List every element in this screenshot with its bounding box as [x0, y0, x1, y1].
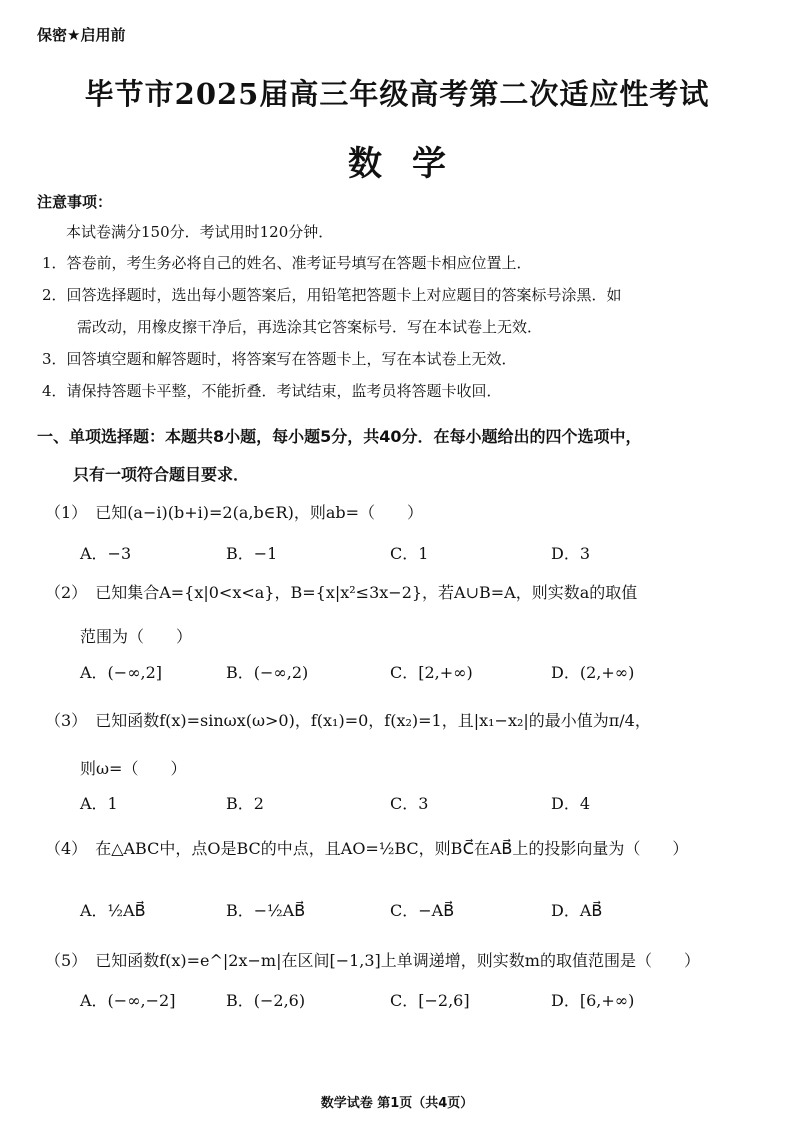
option-c: C．[−2,6]	[390, 991, 470, 1010]
exam-title: 毕节市2025届高三年级高考第二次适应性考试	[84, 77, 710, 111]
question-1	[45, 500, 423, 523]
option-b: B．(−∞,2)	[226, 663, 309, 682]
option-d: D．(2,+∞)	[551, 663, 635, 682]
section-heading-cont: 只有一项符合题目要求．	[73, 465, 250, 484]
question-text: 已知函数f(x)=e^|2x−m|在区间[−1,3]上单调递增，则实数m的取值范围是（ ）	[95, 951, 700, 970]
question-text: 已知函数f(x)=sinωx(ω>0)，f(x₁)=0，f(x₂)=1，且|x₁−x₂|的最小值为π/4，	[95, 711, 651, 730]
question-text: 已知(a−i)(b+i)=2(a,b∈R)，则ab=（ ）	[95, 503, 424, 522]
option-c: C．3	[390, 794, 429, 813]
option-c: C．1	[390, 544, 429, 563]
notes-item: 3．回答填空题和解答题时，将答案写在答题卡上，写在本试卷上无效．	[42, 350, 517, 368]
notes-intro: 本试卷满分150分．考试用时120分钟．	[66, 223, 334, 241]
option-a: A．(−∞,2]	[80, 663, 163, 682]
question-number: （3）	[45, 711, 88, 730]
subject-title: 数学	[348, 144, 476, 184]
option-a: A．(−∞,−2]	[80, 991, 176, 1010]
question-2	[45, 580, 637, 603]
question-3-cont: 则ω=（ ）	[80, 759, 187, 778]
option-b: B．−1	[226, 544, 278, 563]
notes-item: 需改动，用橡皮擦干净后，再选涂其它答案标号．写在本试卷上无效．	[77, 318, 543, 336]
notes-item: 1．答卷前，考生务必将自己的姓名、准考证号填写在答题卡相应位置上．	[42, 254, 532, 272]
option-c: C．[2,+∞)	[390, 663, 473, 682]
option-a: A．1	[80, 794, 118, 813]
question-number: （1）	[45, 503, 88, 522]
confidential-label: 保密★启用前	[37, 26, 126, 44]
option-b: B．2	[226, 794, 264, 813]
option-d: D．4	[551, 794, 591, 813]
option-a: A．−3	[80, 544, 132, 563]
question-text: 已知集合A={x|0<x<a}，B={x|x²≤3x−2}，若A∪B=A，则实数a的取值	[95, 583, 638, 602]
question-4	[45, 836, 688, 859]
option-b: B．−½AB⃗	[226, 901, 306, 920]
page-footer: 数学试卷 第1页（共4页）	[320, 1096, 474, 1111]
section-heading: 一、单项选择题：本题共8小题，每小题5分，共40分．在每小题给出的四个选项中，	[37, 427, 642, 446]
notes-item: 4．请保持答题卡平整，不能折叠．考试结束，监考员将答题卡收回．	[42, 382, 502, 400]
notes-heading: 注意事项：	[37, 193, 113, 211]
question-3	[45, 708, 651, 731]
question-number: （2）	[45, 583, 88, 602]
option-d: D．[6,+∞)	[551, 991, 635, 1010]
question-5	[45, 948, 700, 971]
notes-item: 2．回答选择题时，选出每小题答案后，用铅笔把答题卡上对应题目的答案标号涂黑．如	[42, 286, 622, 304]
question-text: 在△ABC中，点O是BC的中点，且AO=½BC，则BC⃗在AB⃗上的投影向量为（ ）	[95, 839, 689, 858]
option-a: A．½AB⃗	[80, 901, 146, 920]
question-number: （4）	[45, 839, 88, 858]
question-2-cont: 范围为（ ）	[80, 627, 193, 646]
option-d: D．3	[551, 544, 591, 563]
option-d: D．AB⃗	[551, 901, 603, 920]
option-b: B．(−2,6)	[226, 991, 306, 1010]
question-number: （5）	[45, 951, 88, 970]
option-c: C．−AB⃗	[390, 901, 455, 920]
